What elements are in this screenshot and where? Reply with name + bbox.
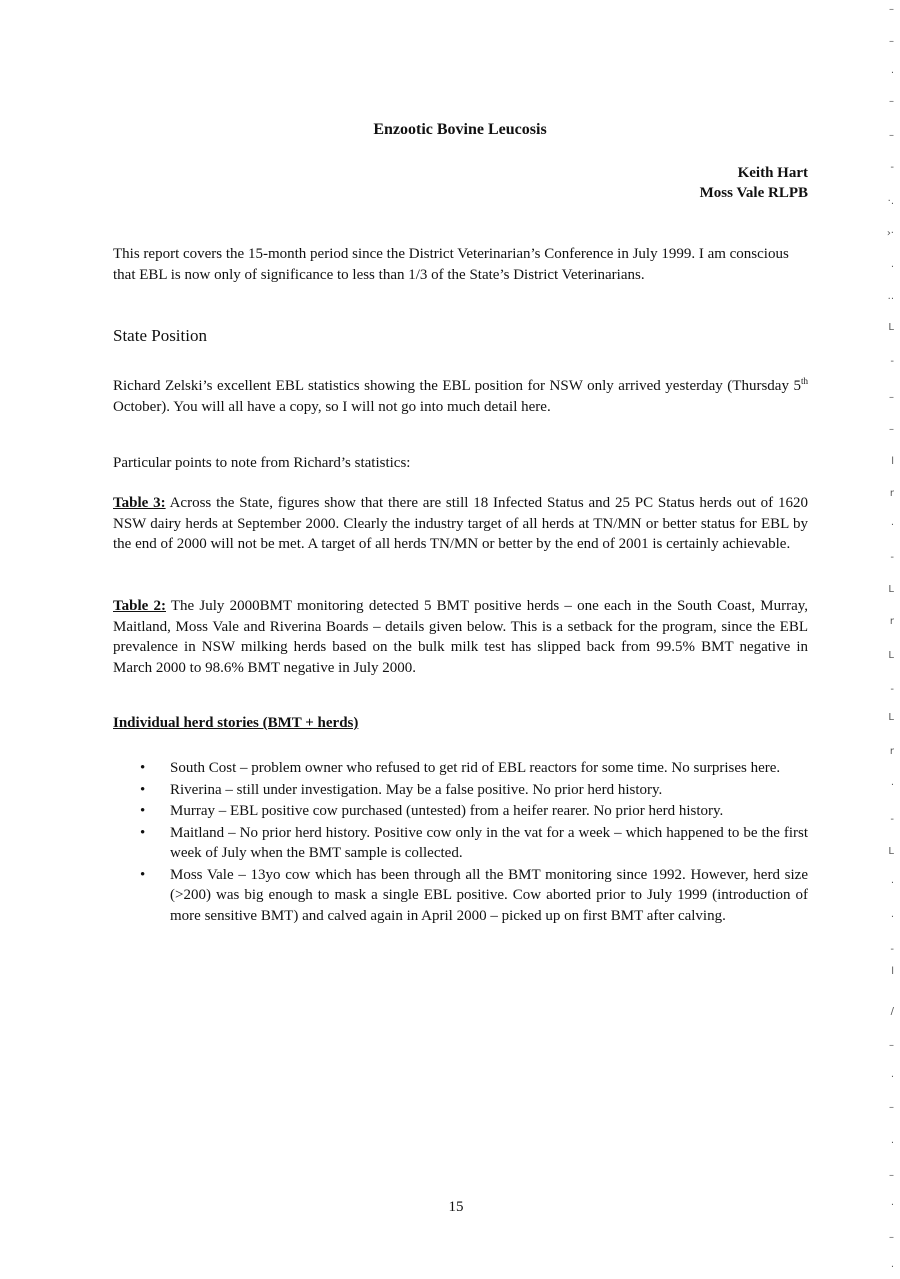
bullet-icon: • <box>140 866 146 883</box>
herd-stories-list <box>113 758 808 927</box>
state-para-text: Richard Zelski’s excellent EBL statistics showing the EBL position for NSW only arrived yesterday (Thursday 5 <box>113 378 801 394</box>
author-block <box>700 163 808 203</box>
story-text: Riverina – still under investigation. May be a false positive. No prior herd history. <box>170 781 663 798</box>
intro-paragraph: This report covers the 15-month period since the District Veterinarian’s Conference in July 1999. I am conscious that EBL is now only of significance to less than 1/3 of the State’s District Veterinarians. <box>113 246 789 283</box>
list-item <box>113 801 808 822</box>
bullet-icon: • <box>140 760 146 776</box>
table3-paragraph <box>113 493 808 555</box>
state-position-heading: State Position <box>113 326 207 345</box>
table3-text: Across the State, figures show that there are still 18 Infected Status and 25 PC Status herds out of 1620 NSW dairy herds at September 2000. Clearly the industry target of all herds at TN/MN or better status for EBL by the end of 2000 will not be met. A target of all herds TN/MN or better by the end of 2001 is certainly achievable. <box>113 495 808 552</box>
author-name: Keith Hart <box>737 165 808 181</box>
bullet-icon: • <box>140 803 146 819</box>
list-item <box>113 758 808 779</box>
story-text: Moss Vale – 13yo cow which has been through all the BMT monitoring since 1992. However, herd size (>200) was big enough to mask a single EBL positive. Cow aborted prior to July 1999 (introduction of more sensitive BMT) and calved again in April 2000 – picked up on first BMT after calving. <box>170 866 808 924</box>
bullet-icon: • <box>140 781 146 798</box>
story-text: South Cost – problem owner who refused to get rid of EBL reactors for some time. No surprises here. <box>170 760 781 776</box>
scan-margin-artifacts: – – · – – - ·. ›· · ·· L - – – l r · - L r L - L r · - L · · - l / – · – · – · – · <box>886 4 894 1273</box>
document-title: Enzootic Bovine Leucosis <box>373 121 547 138</box>
table2-text: The July 2000BMT monitoring detected 5 BMT positive herds – one each in the South Coast, Murray, Maitland, Moss Vale and Riverina Boards – details given below. This is a setback for the program, since the EBL prevalence in NSW milking herds based on the bulk milk test has slipped back from 99.5% BMT negative in March 2000 to 98.6% BMT negative in July 2000. <box>113 598 809 676</box>
list-item <box>113 865 808 927</box>
page-number: 15 <box>448 1199 464 1215</box>
herd-stories-heading: Individual herd stories (BMT + herds) <box>113 715 359 731</box>
superscript-th: th <box>800 376 808 386</box>
table2-paragraph <box>113 596 808 678</box>
state-para-text-continued: October). You will all have a copy, so I will not go into much detail here. <box>113 398 551 415</box>
list-item <box>113 823 808 864</box>
bullet-icon: • <box>140 824 146 841</box>
story-text: Maitland – No prior herd history. Positive cow only in the vat for a week – which happened to be the first week of July when the BMT sample is collected. <box>170 824 808 861</box>
points-intro: Particular points to note from Richard’s statistics: <box>113 455 411 471</box>
table2-label: Table 2: <box>113 598 166 614</box>
author-organisation: Moss Vale RLPB <box>699 185 808 201</box>
list-item <box>113 780 808 801</box>
state-position-paragraph <box>113 371 808 417</box>
story-text: Murray – EBL positive cow purchased (untested) from a heifer rearer. No prior herd history. <box>170 803 724 819</box>
table3-label: Table 3: <box>113 495 166 511</box>
